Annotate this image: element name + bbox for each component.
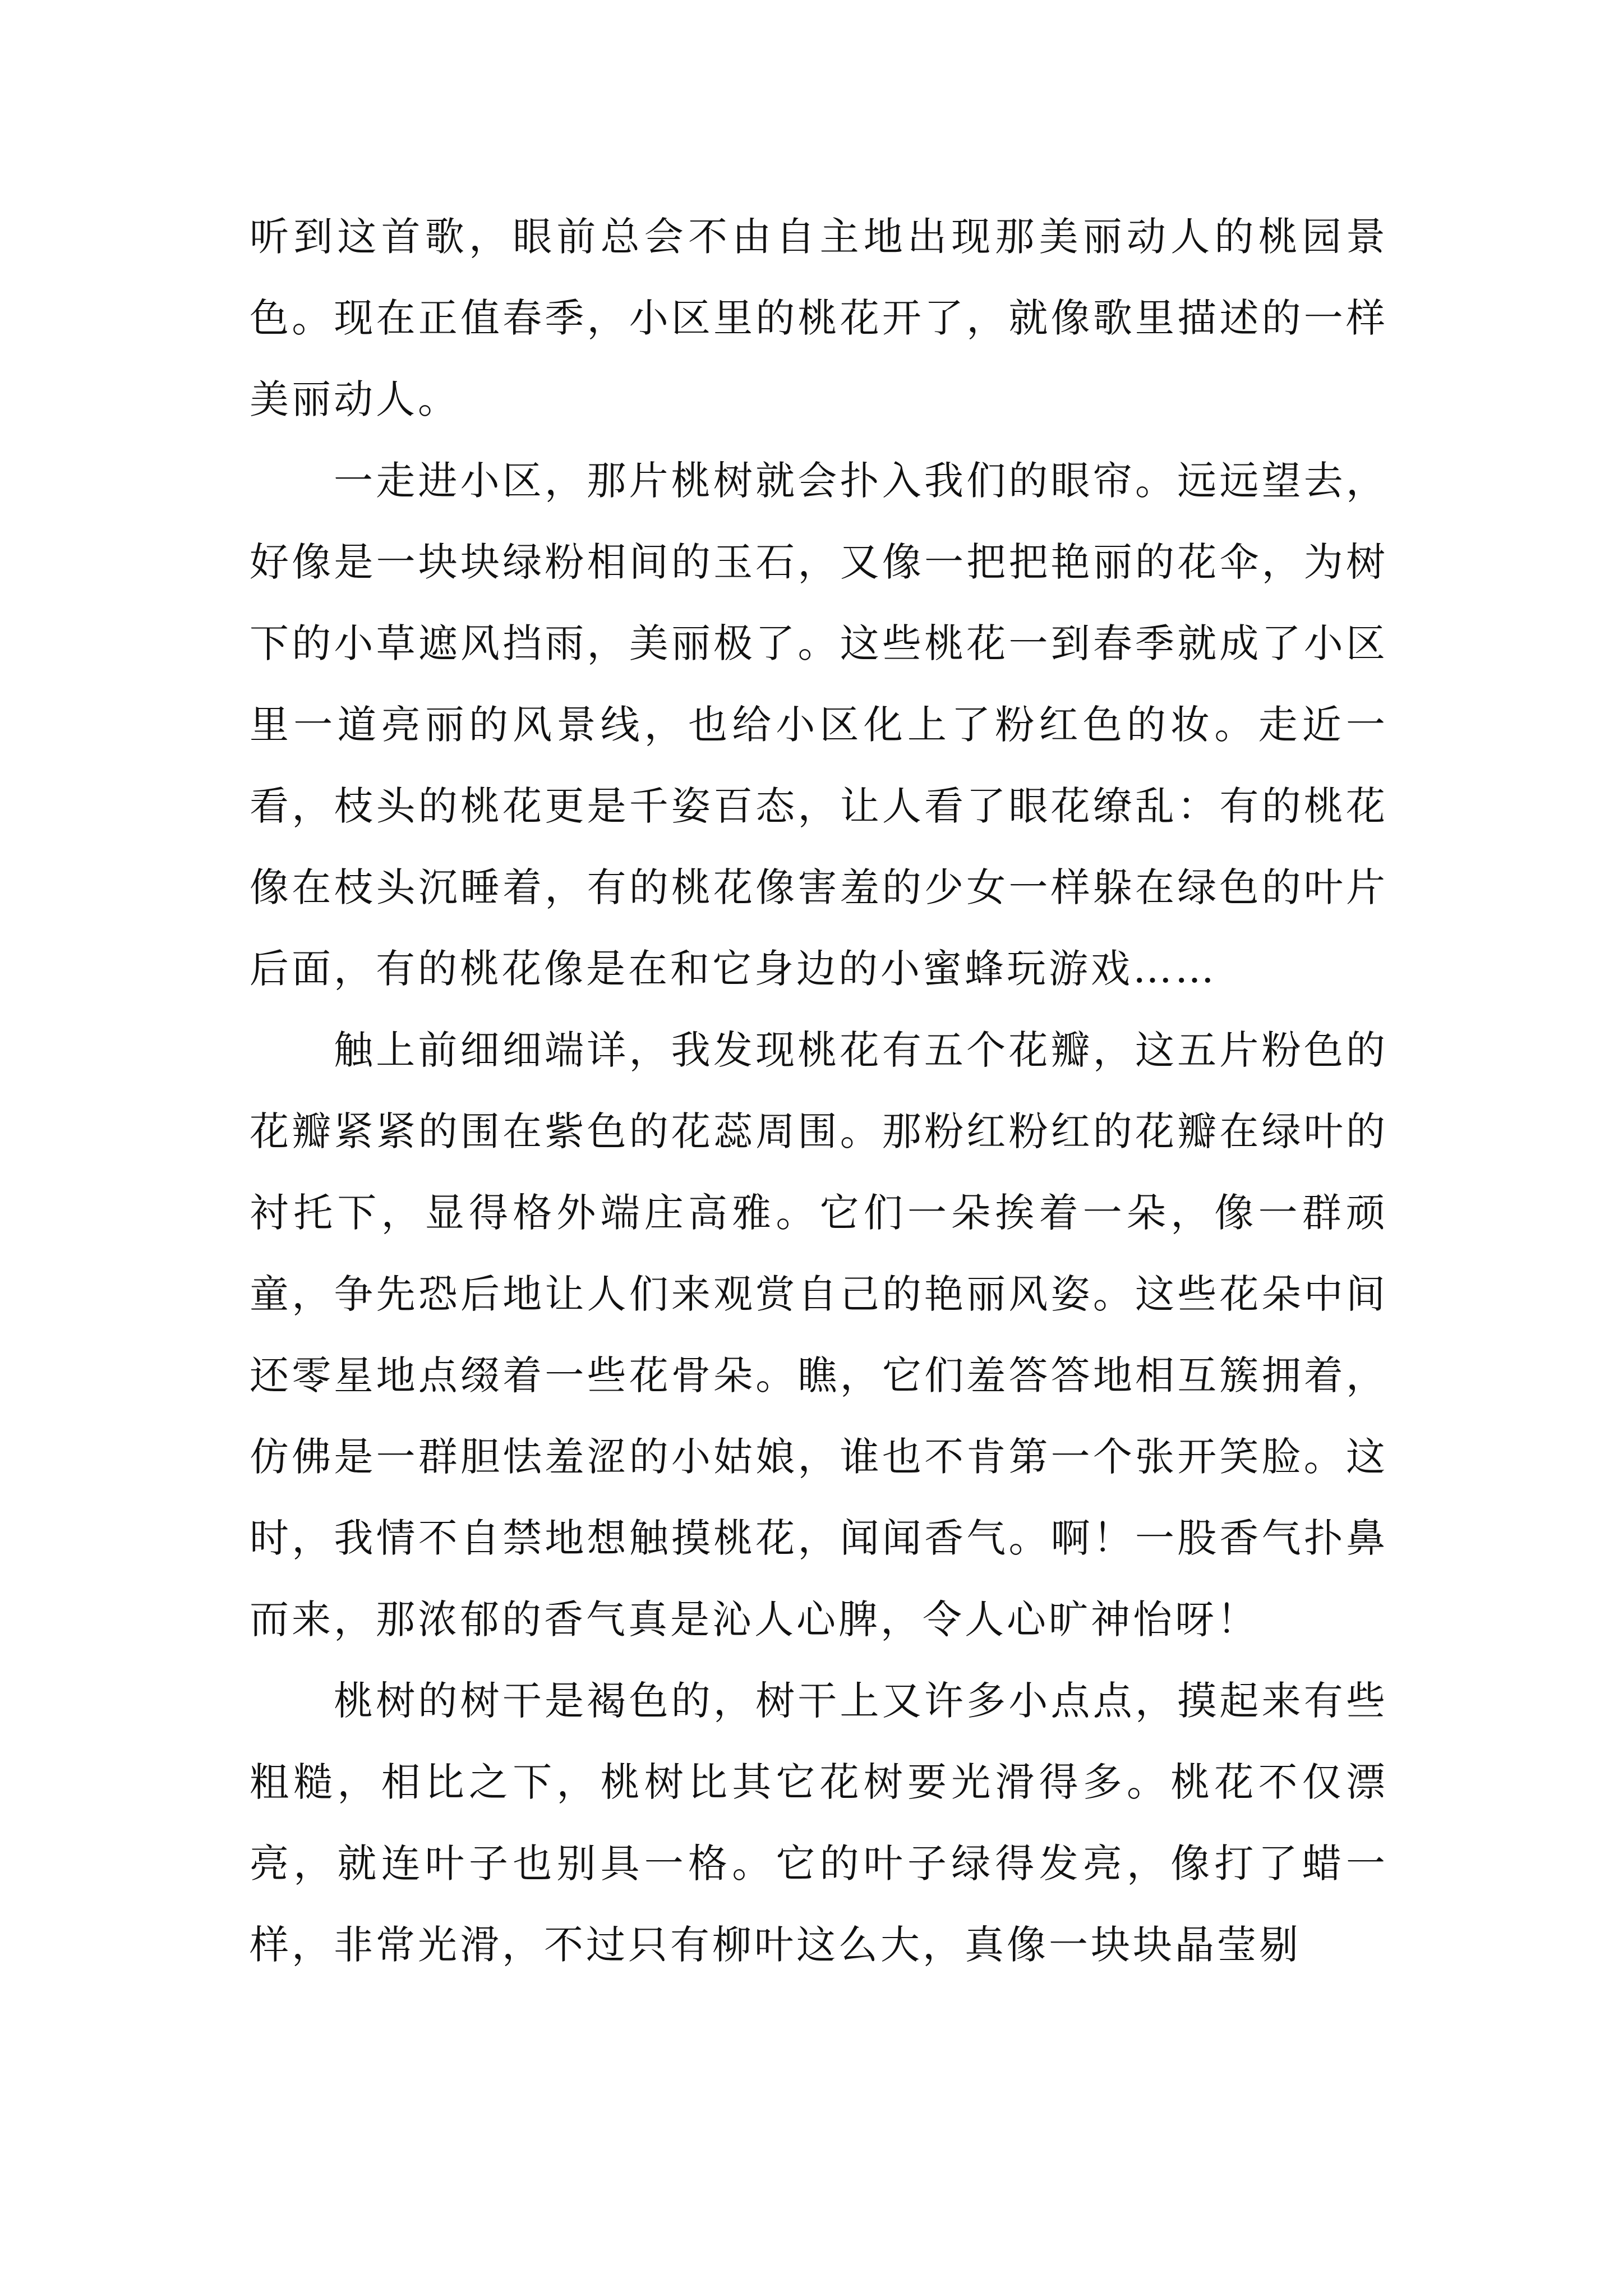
paragraph-2: 一走进小区，那片桃树就会扑入我们的眼帘。远远望去，好像是一块块绿粉相间的玉石，又像一把把艳丽的花伞，为树下的小草遮风挡雨，美丽极了。这些桃花一到春季就成了小区里一道亮丽的风景线，也给小区化上了粉红色的妆。走近一看，枝头的桃花更是千姿百态，让人看了眼花缭乱：有的桃花像在枝头沉睡着，有的桃花像害羞的少女一样躲在绿色的叶片后面，有的桃花像是在和它身边的小蜜蜂玩游戏…… — [250, 458, 1388, 992]
paragraph-3: 触上前细细端详，我发现桃花有五个花瓣，这五片粉色的花瓣紧紧的围在紫色的花蕊周围。那粉红粉红的花瓣在绿叶的衬托下，显得格外端庄高雅。它们一朵挨着一朵，像一群顽童，争先恐后地让人们来观赏自己的艳丽风姿。这些花朵中间还零星地点缀着一些花骨朵。瞧，它们羞答答地相互簇拥着，仿佛是一群胆怯羞涩的小姑娘，谁也不肯第一个张开笑脸。这时，我情不自禁地想触摸桃花，闻闻香气。啊！一股香气扑鼻而来，那浓郁的香气真是沁人心脾，令人心旷神怡呀！ — [250, 1027, 1388, 1642]
paragraph-4: 桃树的树干是褐色的，树干上又许多小点点，摸起来有些粗糙，相比之下，桃树比其它花树要光滑得多。桃花不仅漂亮，就连叶子也别具一格。它的叶子绿得发亮，像打了蜡一样，非常光滑，不过只有柳叶这么大，真像一块块晶莹剔 — [250, 1678, 1388, 1968]
document-body — [250, 196, 1388, 1986]
paragraph-1: 听到这首歌，眼前总会不由自主地出现那美丽动人的桃园景色。现在正值春季，小区里的桃花开了，就像歌里描述的一样美丽动人。 — [250, 214, 1388, 422]
